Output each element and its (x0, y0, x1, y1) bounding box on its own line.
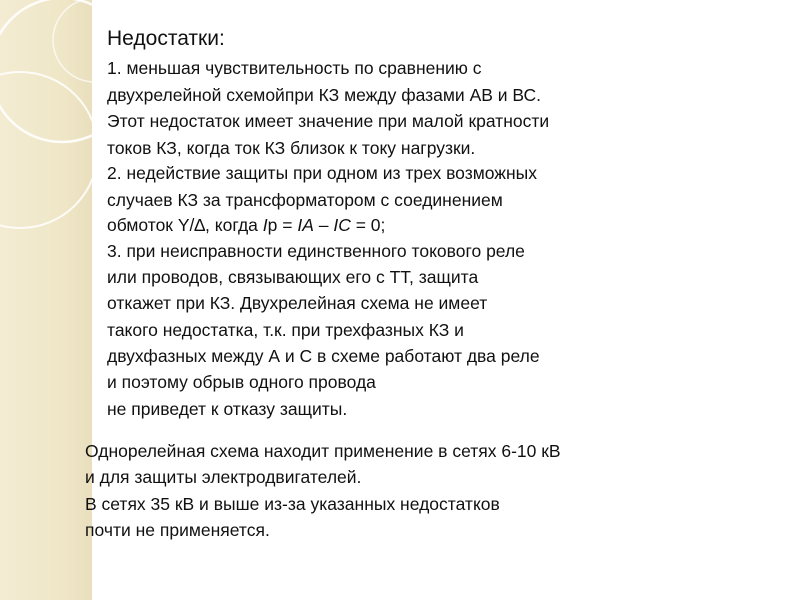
text-line: случаев КЗ за трансформатором с соединением (107, 190, 503, 210)
text-line: токов КЗ, когда ток КЗ близок к току нагрузки. (107, 138, 476, 158)
formula-ia: IA (297, 215, 314, 235)
formula-ic: IC (333, 215, 351, 235)
text-line: откажет при КЗ. Двухрелейная схема не имеет (107, 293, 488, 313)
formula-i-symbol: I (262, 215, 268, 235)
formula-suffix: = 0; (350, 215, 386, 235)
formula-minus: – (313, 215, 334, 235)
text-line: и поэтому обрыв одного провода (107, 372, 376, 392)
text-line: такого недостатка, т.к. при трехфазных КЗ и (107, 320, 464, 340)
text-line: двухфазных между А и С в схеме работают два реле (107, 346, 540, 366)
conclusion-line: Однорелейная схема находит применение в сетях 6-10 кВ (85, 441, 561, 461)
text-line: 2. недействие защиты при одном из трех возможных (107, 163, 537, 183)
conclusion-line: почти не применяется. (85, 520, 270, 540)
formula-prefix: обмоток Y/∆, когда (107, 215, 263, 235)
text-line: Этот недостаток имеет значение при малой кратности (107, 111, 550, 131)
conclusion-line: В сетях 35 кВ и выше из-за указанных недостатков (85, 494, 500, 514)
text-line: не приведет к отказу защиты. (107, 399, 348, 419)
formula-line (107, 215, 385, 235)
text-line: 3. при неисправности единственного токового реле (107, 241, 525, 261)
text-line: 1. меньшая чувствительность по сравнению с (107, 58, 482, 78)
slide-heading: Недостатки: (107, 27, 225, 50)
conclusion-line: и для защиты электродвигателей. (85, 467, 362, 487)
formula-ip-rest: р = (267, 215, 298, 235)
text-line: или проводов, связывающих его с ТТ, защита (107, 267, 479, 287)
text-line: двухрелейной схемойпри КЗ между фазами АВ и ВС. (107, 85, 542, 105)
